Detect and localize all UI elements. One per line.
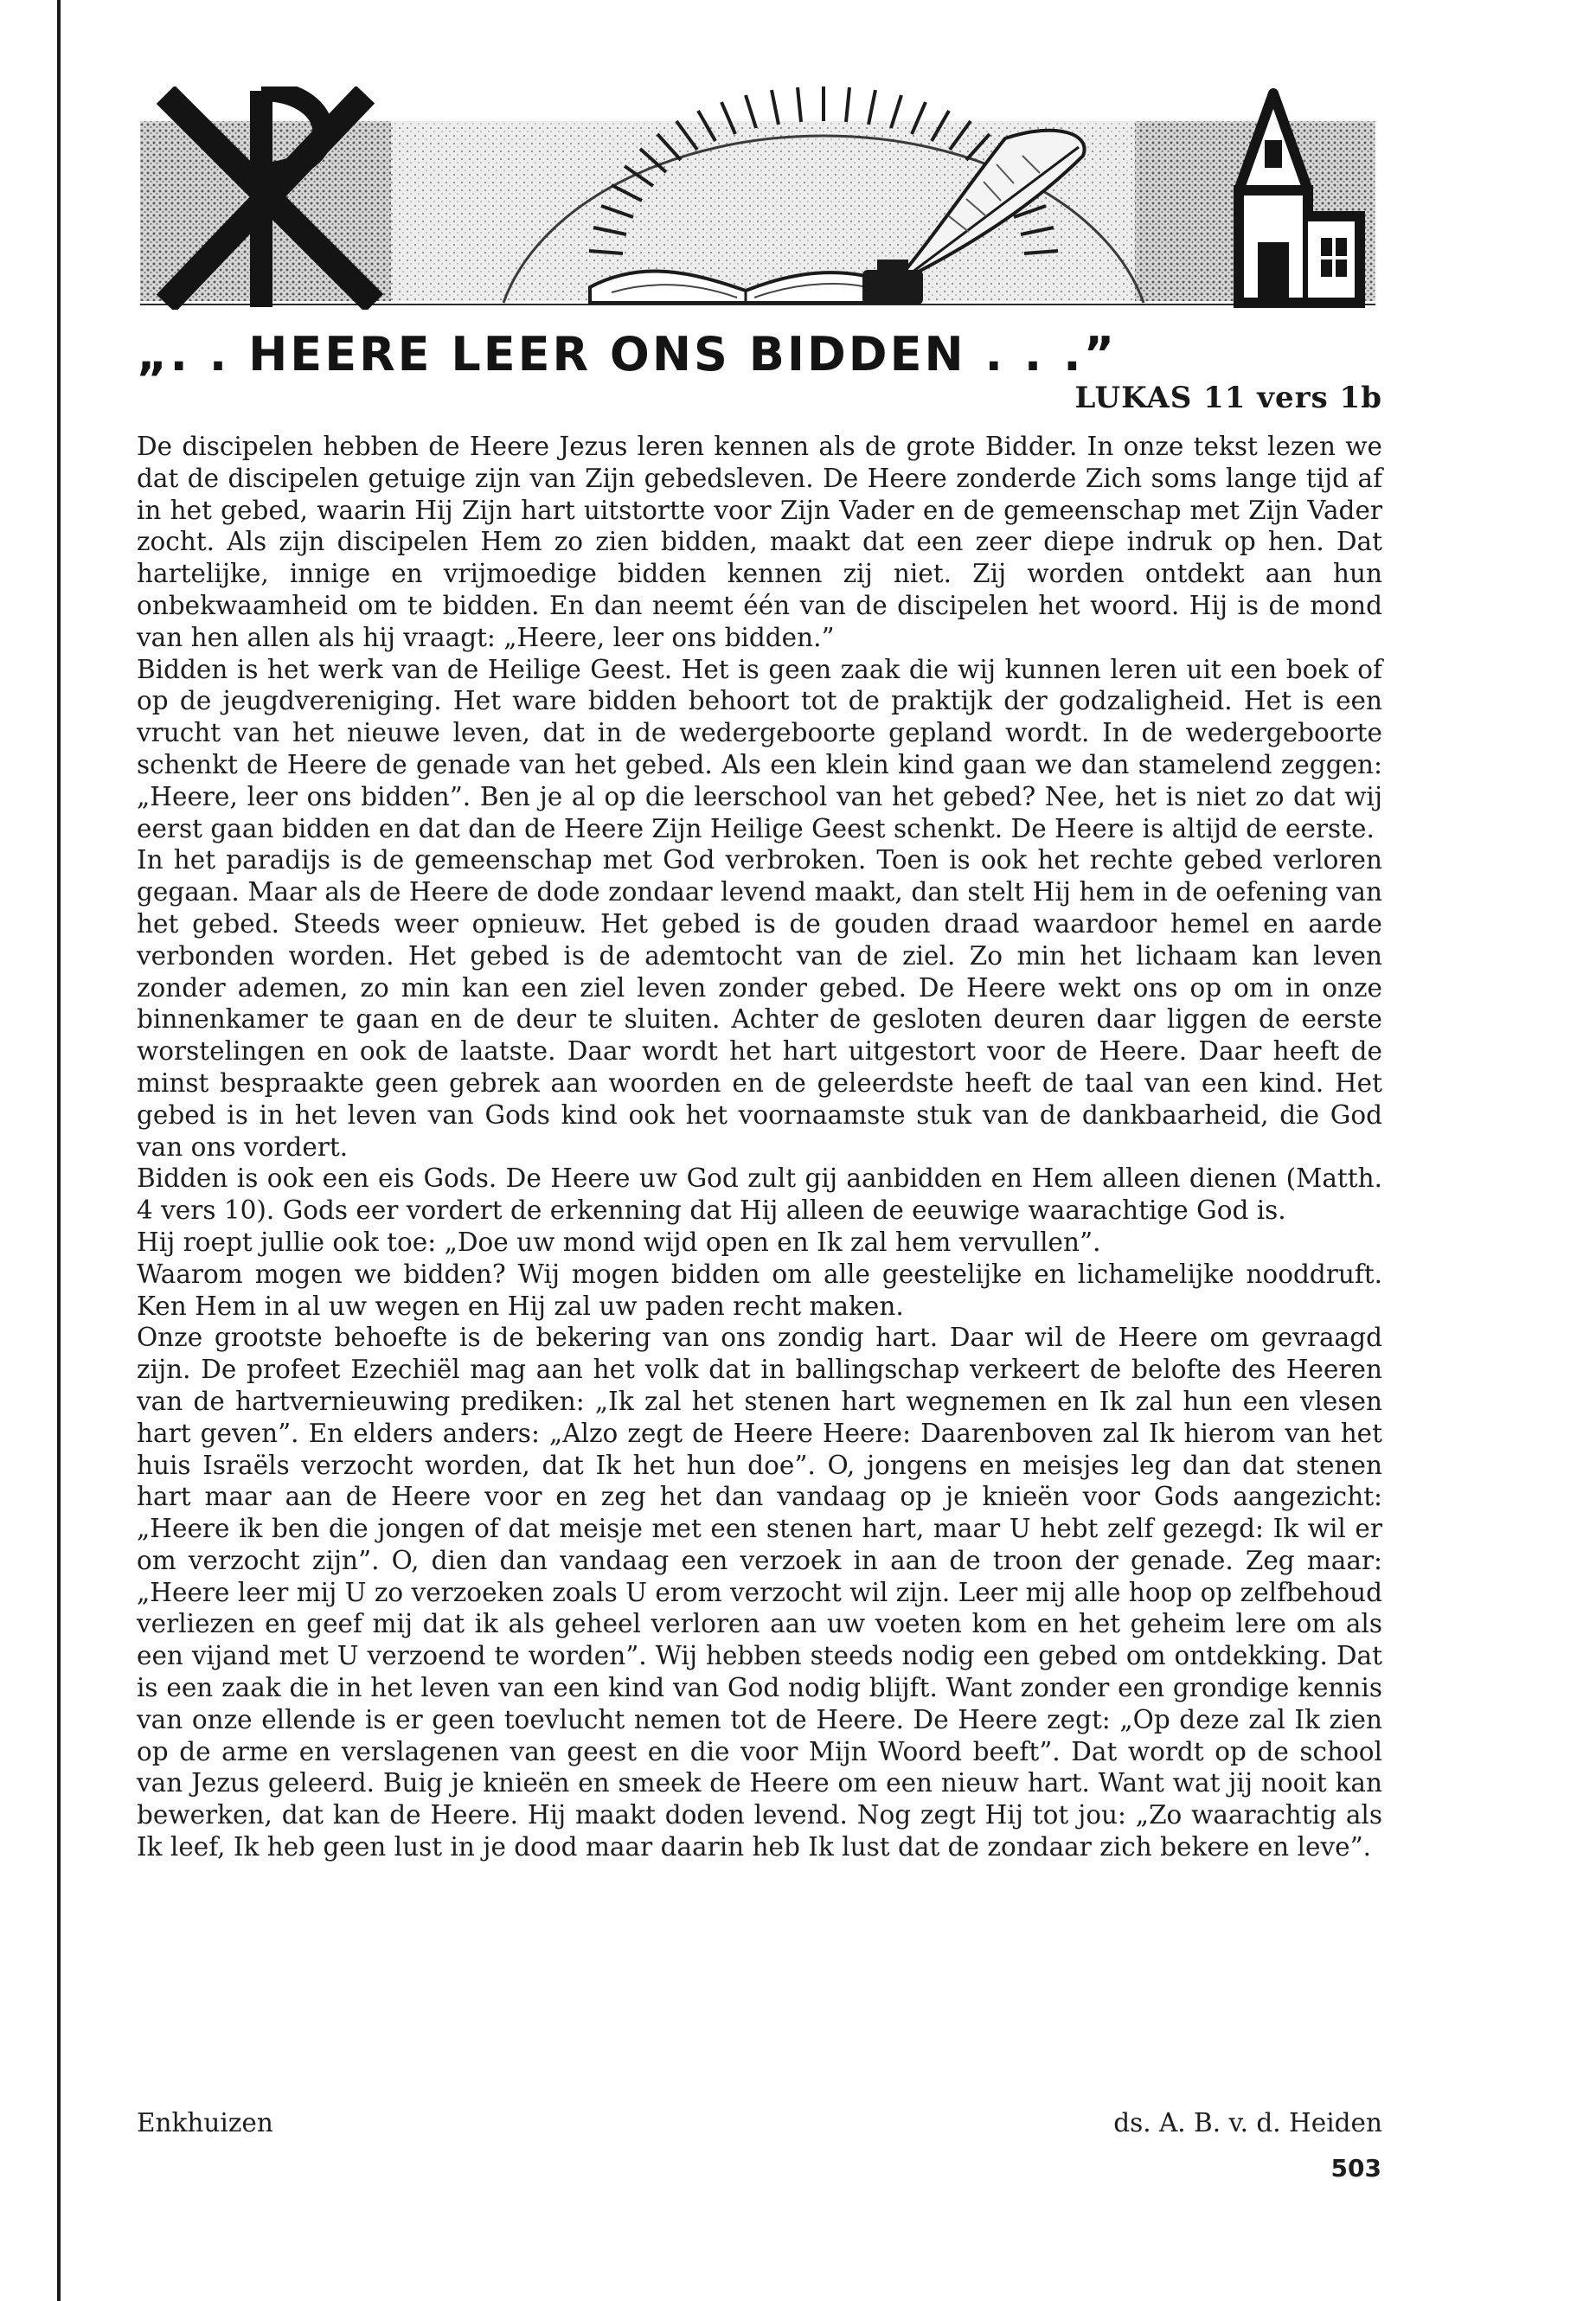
paragraph: Hij roept jullie ook toe: „Doe uw mond wijd open en Ik zal hem vervullen”. xyxy=(137,1227,1101,1257)
paragraph: Onze grootste behoefte is de bekering van ons zondig hart. Daar wil de Heere om gevraagd zijn. De profeet Ezechiël mag aan het volk dat in ballingschap verkeert de belofte des Heeren van de hartvernieuwing prediken: „Ik zal het stenen hart wegnemen en Ik zal hun een vlesen hart geven”. En elders anders: „Alzo zegt de Heere Heere: Daarenboven zal Ik hierom van het huis Israëls verzocht worden, dat Ik het hun doe”. O, jongens en meisjes leg dan dat stenen hart maar aan de Heere voor en zeg het dan vandaag op je knieën voor Gods aangezicht: „Heere ik ben die jongen of dat meisje met een stenen hart, maar U hebt zelf gezegd: Ik wil er om verzocht zijn”. O, dien dan vandaag een verzoek in aan de troon der genade. Zeg maar: „Heere leer mij U zo verzoeken zoals U erom verzocht wil zijn. Leer mij alle hoop op zelfbehoud verliezen en geef mij dat ik als geheel verloren aan uw voeten kom en het geheim lere om als een vijand met U verzoend te worden”. Wij hebben steeds nodig een gebed om ontdekking. Dat is een zaak die in het leven van een kind van God nodig blijft. Want zonder een grondige kennis van onze ellende is er geen toevlucht nemen tot de Heere. De Heere zegt: „Op deze zal Ik zien op de arme en verslagenen van geest en die voor Mijn Woord beeft”. Dat wordt op de school van Jezus geleerd. Buig je knieën en smeek de Heere om een nieuw hart. Want wat jij nooit kan bewerken, dat kan de Heere. Hij maakt doden levend. Nog zegt Hij tot jou: „Zo waarachtig als Ik leef, Ik heb geen lust in je dood maar daarin heb Ik lust dat de zondaar zich bekere en leve”. xyxy=(137,1323,1382,1862)
signature-place: Enkhuizen xyxy=(137,2108,273,2138)
page-number: 503 xyxy=(1330,2154,1381,2182)
page-edge-line xyxy=(57,0,61,2301)
paragraph: Waarom mogen we bidden? Wij mogen bidden om alle geestelijke en lichamelijke nooddruft. Ken Hem in al uw wegen en Hij zal uw paden recht maken. xyxy=(137,1259,1382,1321)
scripture-reference: LUKAS 11 vers 1b xyxy=(1074,381,1382,415)
article-body xyxy=(137,431,1382,1863)
page-edge-tick xyxy=(57,0,61,54)
header-banner xyxy=(140,87,1375,310)
article-title: „. . HEERE LEER ONS BIDDEN . . .” xyxy=(137,327,1118,381)
signature-author: ds. A. B. v. d. Heiden xyxy=(1113,2108,1382,2138)
paragraph: Bidden is ook een eis Gods. De Heere uw God zult gij aanbidden en Hem alleen dienen (Matth. 4 vers 10). Gods eer vordert de erkenning dat Hij alleen de eeuwige waarachtige God is. xyxy=(137,1163,1382,1226)
paragraph: In het paradijs is de gemeenschap met God verbroken. Toen is ook het rechte gebed verloren gegaan. Maar als de Heere de dode zondaar levend maakt, dan stelt Hij hem in de oefening van het gebed. Steeds weer opnieuw. Het gebed is de gouden draad waardoor hemel en aarde verbonden worden. Het gebed is de ademtocht van de ziel. Zo min het lichaam kan leven zonder ademen, zo min kan een ziel leven zonder gebed. De Heere wekt ons op om in onze binnenkamer te gaan en de deur te sluiten. Achter de gesloten deuren daar liggen de eerste worstelingen en ook de laatste. Daar wordt het hart uitgestort voor de Heere. Daar heeft de minst bespraakte geen gebrek aan woorden en de geleerdste heeft de taal van een kind. Het gebed is in het leven van Gods kind ook het voornaamste stuk van de dankbaarheid, die God van ons vordert. xyxy=(137,845,1382,1162)
paragraph: De discipelen hebben de Heere Jezus leren kennen als de grote Bidder. In onze tekst lezen we dat de discipelen getuige zijn van Zijn gebedsleven. De Heere zonderde Zich soms lange tijd af in het gebed, waarin Hij Zijn hart uitstortte voor Zijn Vader en de gemeenschap met Zijn Vader zocht. Als zijn discipelen Hem zo zien bidden, maakt dat een zeer diepe indruk op hen. Dat hartelijke, innige en vrijmoedige bidden kennen zij niet. Zij worden ontdekt aan hun onbekwaamheid om te bidden. En dan neemt één van de discipelen het woord. Hij is de mond van hen allen als hij vraagt: „Heere, leer ons bidden.” xyxy=(137,432,1382,652)
paragraph: Bidden is het werk van de Heilige Geest. Het is geen zaak die wij kunnen leren uit een boek of op de jeugdvereniging. Het ware bidden behoort tot de praktijk der godzaligheid. Het is een vrucht van het nieuwe leven, dat in de wedergeboorte gepland wordt. In de wedergeboorte schenkt de Heere de genade van het gebed. Als een klein kind gaan we dan stamelend zeggen: „Heere, leer ons bidden”. Ben je al op die leerschool van het gebed? Nee, het is niet zo dat wij eerst gaan bidden en dat dan de Heere Zijn Heilige Geest schenkt. De Heere is altijd de eerste. xyxy=(137,654,1382,843)
